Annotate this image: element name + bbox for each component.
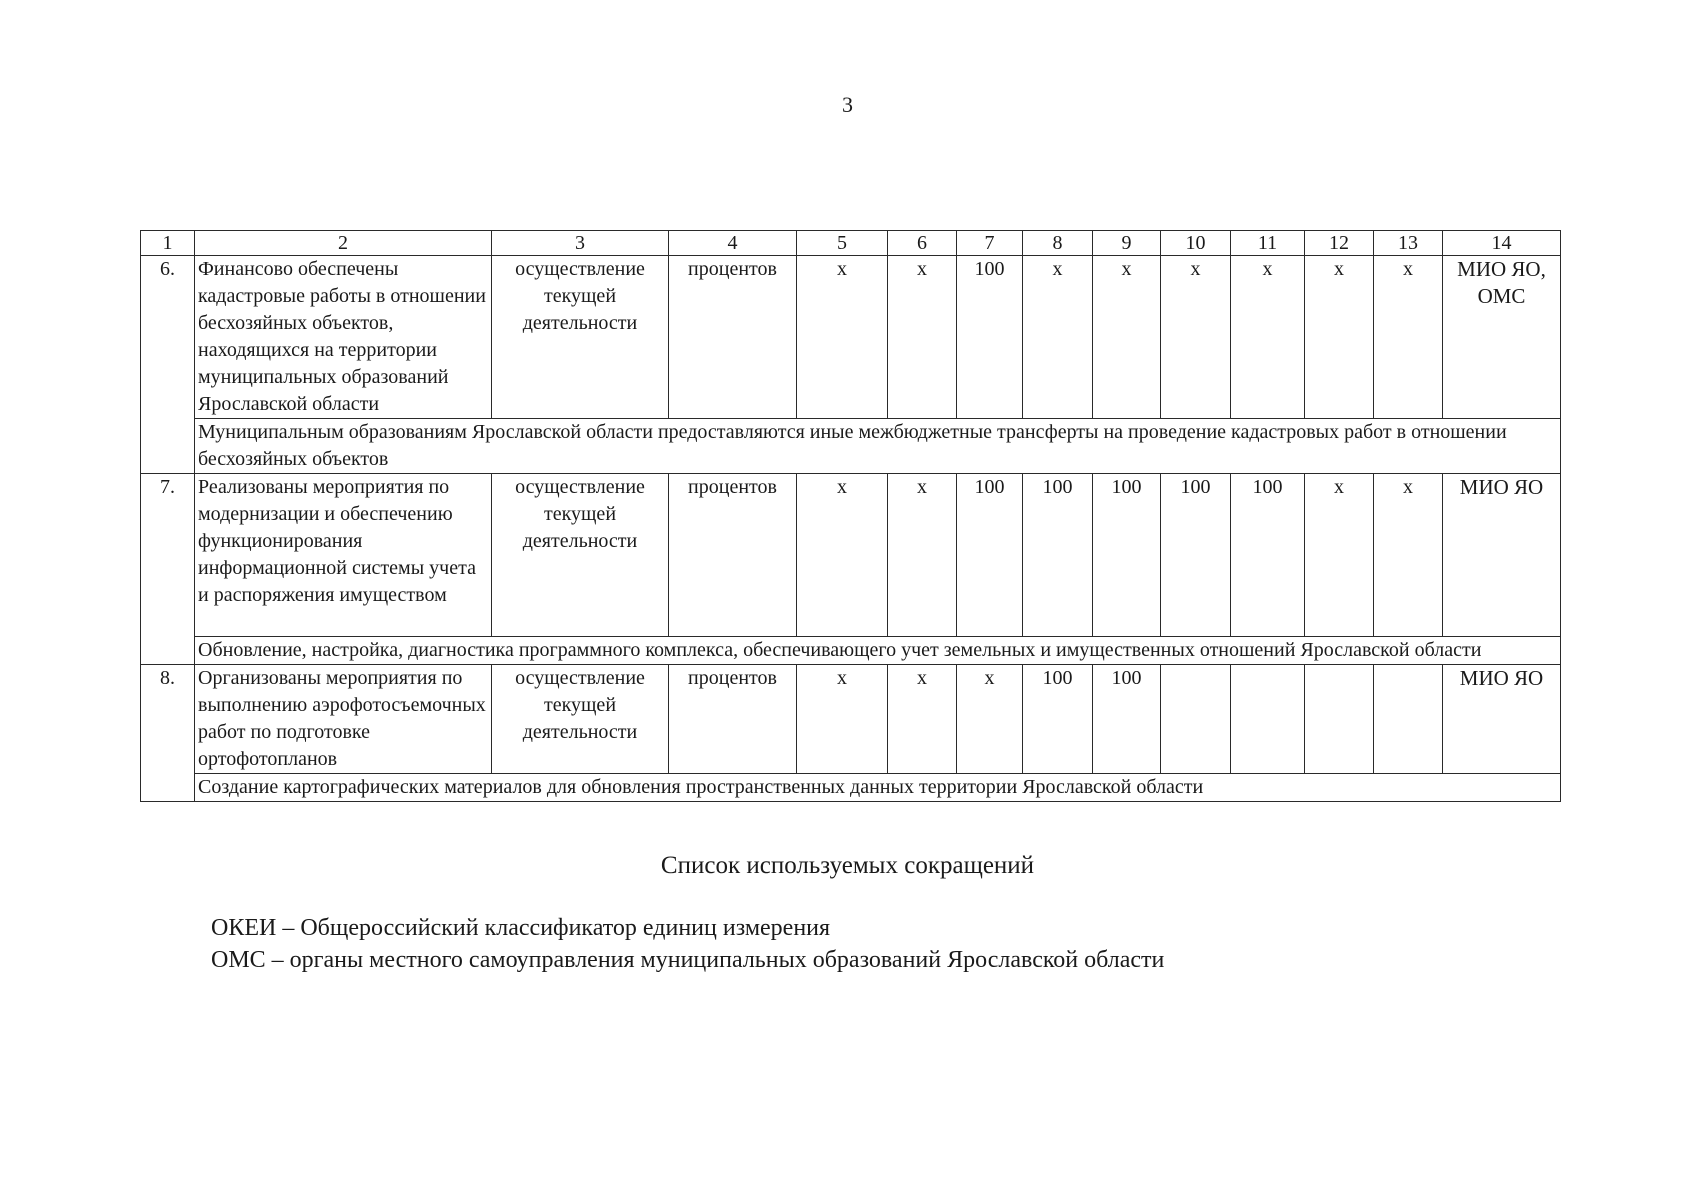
result-description: Муниципальным образованиям Ярославской области предоставляются иные межбюджетные трансферты на проведение кадастровых работ в отношении бесхозяйных объектов — [195, 419, 1561, 474]
value-cell: х — [888, 474, 957, 637]
page-number: 3 — [842, 92, 853, 117]
column-number: 12 — [1305, 231, 1374, 256]
row-number: 8. — [141, 665, 195, 802]
table-row-description — [141, 637, 1561, 665]
abbreviations-title: Список используемых сокращений — [660, 852, 1035, 879]
value-cell: 100 — [957, 256, 1023, 419]
row-number: 7. — [141, 474, 195, 665]
abbreviation-item: ОМС – органы местного самоуправления муниципальных образований Ярославской области — [211, 947, 1165, 973]
column-number: 4 — [669, 231, 797, 256]
column-number: 13 — [1374, 231, 1443, 256]
value-cell — [1374, 665, 1443, 774]
table-header-row — [141, 231, 1561, 256]
value-cell: х — [797, 256, 888, 419]
column-number: 3 — [492, 231, 669, 256]
result-type: осуществление текущей деятельности — [492, 665, 669, 774]
responsible: МИО ЯО, ОМС — [1443, 256, 1561, 419]
result-type: осуществление текущей деятельности — [492, 474, 669, 637]
value-cell: х — [797, 665, 888, 774]
result-name: Организованы мероприятия по выполнению аэрофотосъемочных работ по подготовке ортофотопланов — [195, 665, 492, 774]
row-number: 6. — [141, 256, 195, 474]
value-cell: х — [1231, 256, 1305, 419]
value-cell: х — [1161, 256, 1231, 419]
column-number: 8 — [1023, 231, 1093, 256]
value-cell: х — [1374, 474, 1443, 637]
result-name: Финансово обеспечены кадастровые работы в отношении бесхозяйных объектов, находящихся на территории муниципальных образований Ярославской области — [195, 256, 492, 419]
unit: процентов — [669, 665, 797, 774]
abbreviations-list — [211, 912, 1164, 976]
table-row — [141, 474, 1561, 637]
value-cell: х — [1093, 256, 1161, 419]
value-cell: х — [888, 256, 957, 419]
responsible: МИО ЯО — [1443, 665, 1561, 774]
result-description: Обновление, настройка, диагностика программного комплекса, обеспечивающего учет земельных и имущественных отношений Ярославской области — [195, 637, 1561, 665]
value-cell: 100 — [1231, 474, 1305, 637]
responsible: МИО ЯО — [1443, 474, 1561, 637]
column-number: 5 — [797, 231, 888, 256]
column-number: 11 — [1231, 231, 1305, 256]
results-table — [140, 230, 1561, 802]
abbreviation-item: ОКЕИ – Общероссийский классификатор единиц измерения — [211, 915, 831, 941]
value-cell — [1231, 665, 1305, 774]
column-number: 14 — [1443, 231, 1561, 256]
result-type: осуществление текущей деятельности — [492, 256, 669, 419]
table-row — [141, 256, 1561, 419]
column-number: 9 — [1093, 231, 1161, 256]
value-cell: 100 — [1161, 474, 1231, 637]
value-cell: х — [888, 665, 957, 774]
value-cell: х — [797, 474, 888, 637]
value-cell: х — [1305, 256, 1374, 419]
value-cell — [1305, 665, 1374, 774]
unit: процентов — [669, 256, 797, 419]
column-number: 7 — [957, 231, 1023, 256]
value-cell: х — [1305, 474, 1374, 637]
result-description: Создание картографических материалов для обновления пространственных данных территории Ярославской области — [195, 774, 1561, 802]
column-number: 10 — [1161, 231, 1231, 256]
unit: процентов — [669, 474, 797, 637]
value-cell: х — [1023, 256, 1093, 419]
value-cell: х — [1374, 256, 1443, 419]
value-cell: 100 — [1023, 665, 1093, 774]
value-cell: 100 — [957, 474, 1023, 637]
column-number: 2 — [195, 231, 492, 256]
column-number: 6 — [888, 231, 957, 256]
value-cell — [1161, 665, 1231, 774]
value-cell: 100 — [1023, 474, 1093, 637]
value-cell: х — [957, 665, 1023, 774]
column-number: 1 — [141, 231, 195, 256]
value-cell: 100 — [1093, 474, 1161, 637]
table-row — [141, 665, 1561, 774]
table-row-description — [141, 774, 1561, 802]
table-row-description — [141, 419, 1561, 474]
value-cell: 100 — [1093, 665, 1161, 774]
result-name: Реализованы мероприятия по модернизации и обеспечению функционирования информационной системы учета и распоряжения имуществом — [195, 474, 492, 637]
